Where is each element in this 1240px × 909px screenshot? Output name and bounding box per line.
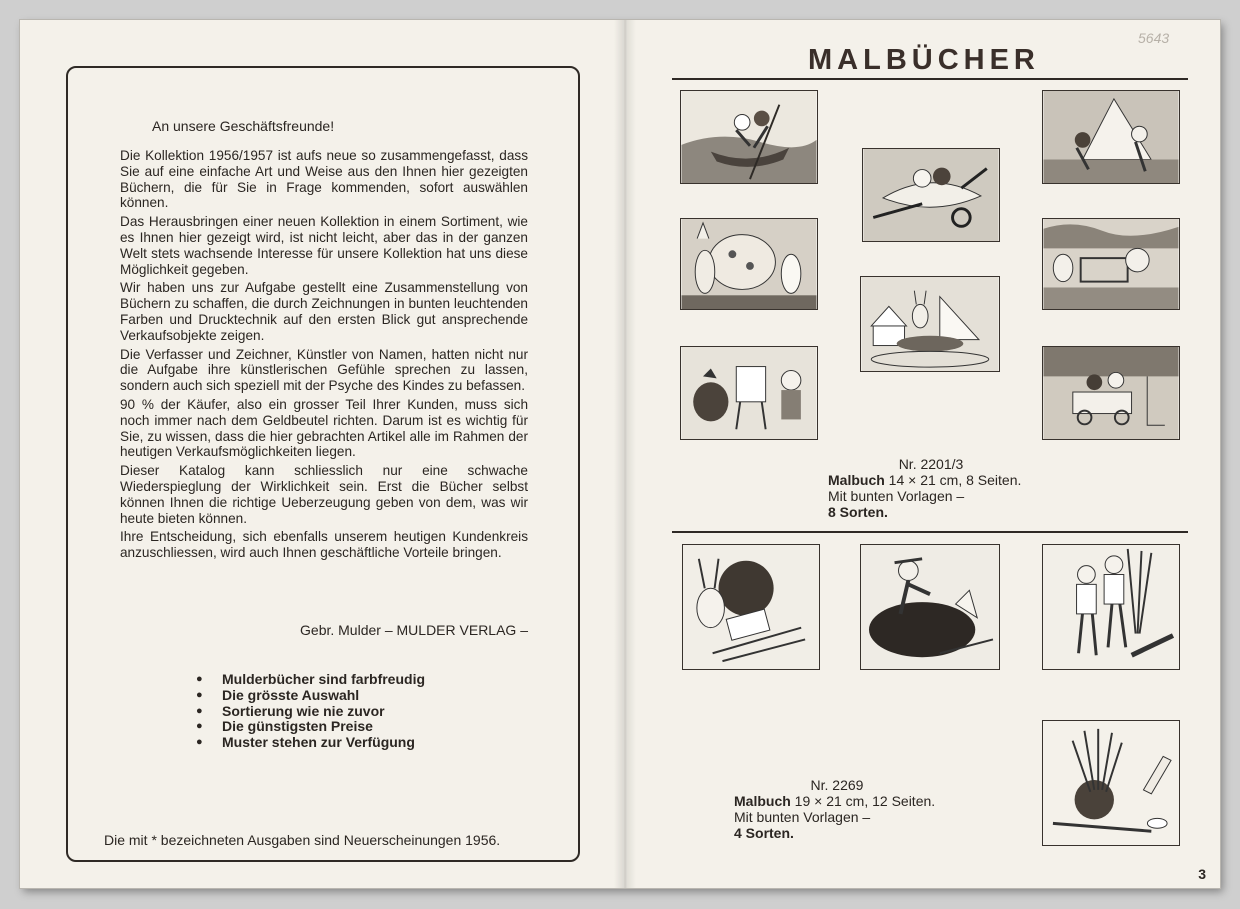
product-sorts: 8 Sorten.: [828, 504, 888, 520]
children-in-airplane-icon: [862, 148, 1000, 242]
list-item: ● Sortierung wie nie zuvor: [196, 704, 425, 720]
letter-body: [120, 148, 528, 564]
left-page: [20, 20, 624, 888]
product-sorts: 4 Sorten.: [734, 825, 794, 841]
paragraph: Wir haben uns zur Aufgabe gestellt eine Zusammenstellung von Büchern zu schaffen, die durch Zeichnungen in bunten leuchtenden Farben und Drucktechnik auf den ersten Blick gut ansprechende Verkaufsobjekte zeigen.: [120, 280, 528, 343]
footnote: Die mit * bezeichneten Ausgaben sind Neuerscheinungen 1956.: [104, 832, 501, 848]
list-item: ● Mulderbücher sind farbfreudig: [196, 672, 425, 688]
paragraph: Dieser Katalog kann schliesslich nur eine schwache Wiederspieglung der Wirklichkeit sein. Erst die Bücher selbst können Ihnen die richtige Ueberzeugung geben von dem, was wir heute bieten können.: [120, 463, 528, 526]
product-name: Malbuch: [734, 793, 791, 809]
children-with-cart-icon: [1042, 346, 1180, 440]
salutation: An unsere Geschäftsfreunde!: [152, 118, 335, 134]
paragraph: 90 % der Käufer, also ein grosser Teil Ihrer Kunden, muss sich noch immer nach dem Geldbeutel richten. Darum ist es wichtig für Sie, zu wissen, dass die hier gebrachten Artikel alle im Rahmen der heutigen Verkaufsmöglichkeiten liegen.: [120, 396, 528, 460]
list-item: ● Die grösste Auswahl: [196, 688, 425, 704]
rabbit-sailing-icon: [860, 276, 1000, 372]
product-name: Malbuch: [828, 472, 885, 488]
paragraph: Das Herausbringen einer neuen Kollektion in einem Sortiment, wie es Ihnen hier gezeigt wird, ist nicht leicht, aber das in der ganzen Welt stets wachsende Interesse für unsere Kollektion hat uns diese Möglichkeit gegeben.: [120, 214, 528, 277]
catalog-spread: [20, 20, 1220, 888]
page-number: 3: [1198, 866, 1206, 882]
paragraph: Die Verfasser und Zeichner, Künstler von Namen, hatten nicht nur die Aufgabe ihre künstlerischen Gefühle sprechen zu lassen, sondern auch sich speziell mit der Psyche des Kindes zu befassen.: [120, 346, 528, 394]
product-description: 14 × 21 cm, 8 Seiten. Mit bunten Vorlagen –: [828, 472, 1022, 504]
rabbit-and-duck-icon: [680, 218, 818, 310]
farm-animals-icon: [1042, 218, 1180, 310]
children-in-boat-icon: [680, 90, 818, 184]
product-caption-2201: [828, 456, 1034, 520]
list-item: ● Die günstigsten Preise: [196, 719, 425, 735]
brushes-and-paint-tube-icon: [1042, 720, 1180, 846]
product-number: Nr. 2201/3: [898, 456, 964, 472]
right-page: [624, 20, 1220, 888]
divider: [672, 78, 1188, 80]
divider: [672, 531, 1188, 533]
letter-frame: [66, 66, 580, 862]
list-item: ● Muster stehen zur Verfügung: [196, 735, 425, 751]
product-caption-2269: [734, 777, 940, 841]
children-with-brushes-icon: [1042, 544, 1180, 670]
rooster-and-cat-painting-icon: [680, 346, 818, 440]
handwritten-note: 5643: [1138, 30, 1170, 46]
signature: Gebr. Mulder – MULDER VERLAG –: [300, 622, 528, 638]
children-camping-tent-icon: [1042, 90, 1180, 184]
rabbit-with-paint-brushes-icon: [682, 544, 820, 670]
product-number: Nr. 2269: [810, 777, 864, 793]
paragraph: Die Kollektion 1956/1957 ist aufs neue so zusammengefasst, dass Sie auf eine einfache Art und Weise aus den Ihnen hier gezeigten Büchern, die für Sie in Frage kommenden, sofort auswählen können.: [120, 148, 528, 211]
feature-list: [196, 672, 425, 751]
product-description: 19 × 21 cm, 12 Seiten. Mit bunten Vorlagen –: [734, 793, 936, 825]
boy-painting-icon: [860, 544, 1000, 670]
paragraph: Ihre Entscheidung, sich ebenfalls unserem heutigen Kundenkreis anzuschliessen, wird auch Ihnen geschäftliche Vorteile bringen.: [120, 529, 528, 561]
page-title: MALBÜCHER: [808, 44, 1040, 76]
